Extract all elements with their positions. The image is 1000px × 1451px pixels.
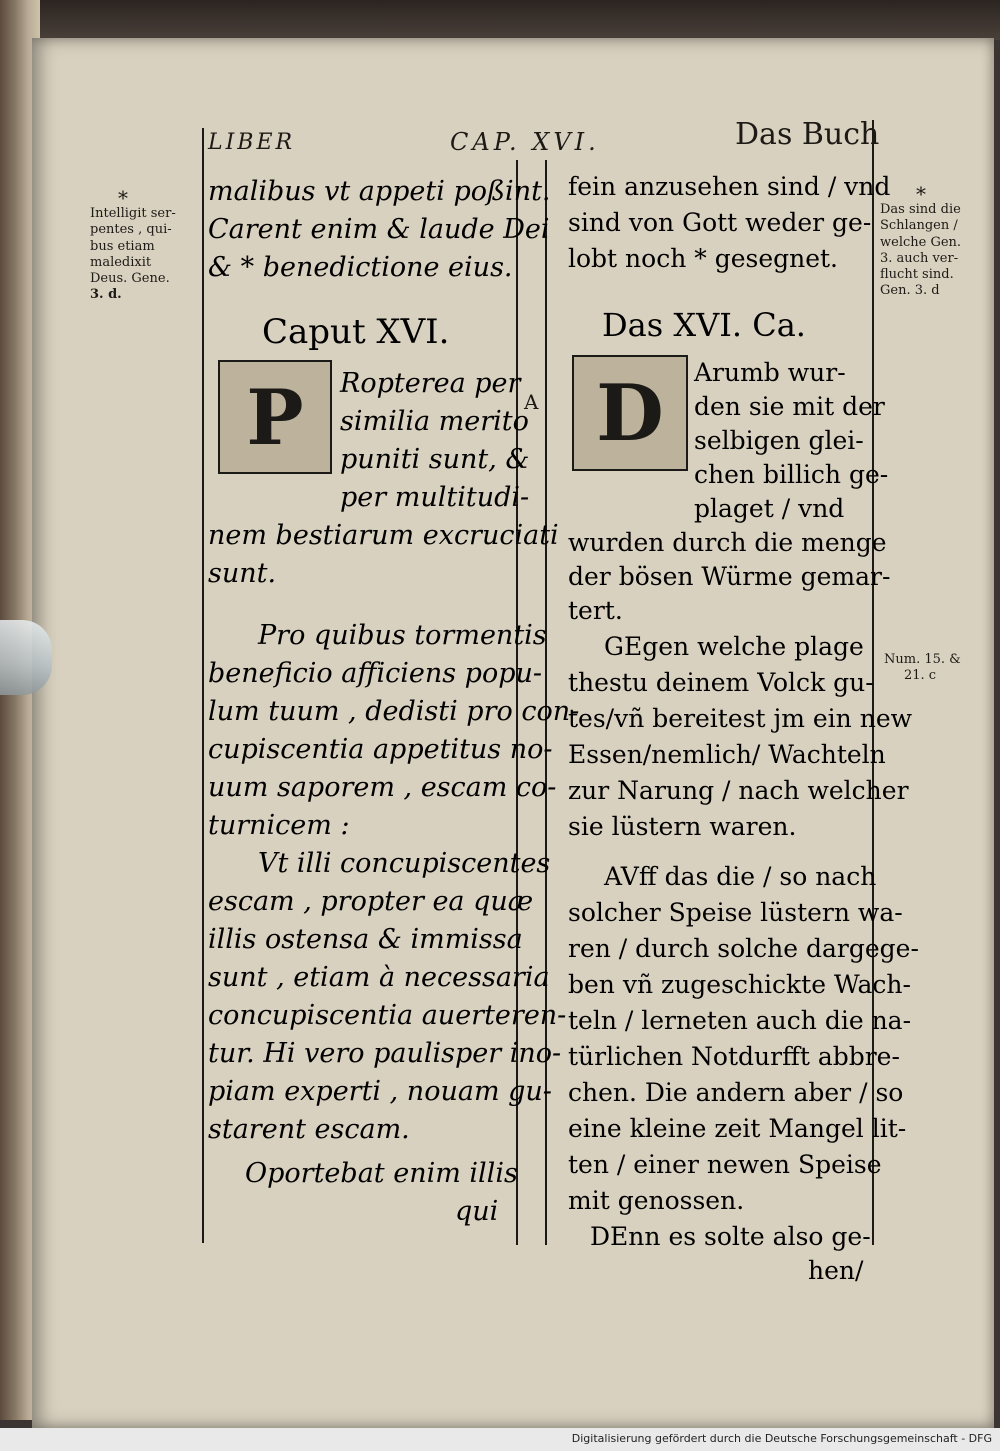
- latin-line: starent escam.: [208, 1114, 410, 1145]
- margin-line: Num. 15. &: [884, 652, 961, 667]
- german-line: ren / durch solche dargege-: [568, 934, 919, 963]
- margin-line: 3. d.: [90, 287, 122, 303]
- margin-line: 3. auch ver-: [880, 250, 959, 266]
- german-catchword: hen/: [808, 1256, 864, 1285]
- margin-line: maledixit: [90, 254, 152, 270]
- margin-note-left: [90, 186, 200, 304]
- rule-left-outer: [202, 128, 204, 1243]
- margin-line: Gen. 3. d: [880, 283, 940, 299]
- german-line: tes/vñ bereitest jm ein new: [568, 704, 913, 733]
- section-marker: A: [524, 390, 539, 414]
- german-initial-d: [572, 355, 688, 471]
- german-line: mit genossen.: [568, 1186, 745, 1215]
- margin-line: bus etiam: [90, 238, 155, 254]
- latin-chapter-title: Caput XVI.: [262, 312, 450, 352]
- german-line: zur Narung / nach welcher: [568, 776, 909, 805]
- german-line: chen. Die andern aber / so: [568, 1078, 904, 1107]
- margin-asterisk: *: [916, 182, 926, 206]
- page-clip: [0, 620, 52, 695]
- german-line: thestu deinem Volck gu-: [568, 668, 874, 697]
- german-chapter-title: Das XVI. Ca.: [602, 306, 806, 344]
- german-line: AVff das die / so nach: [604, 862, 877, 891]
- german-line: Essen/nemlich/ Wachteln: [568, 740, 886, 769]
- german-line: der bösen Würme gemar-: [568, 562, 891, 591]
- latin-line: Vt illi concupiscentes: [258, 848, 551, 879]
- margin-line: 21. c: [904, 668, 937, 684]
- latin-line: escam , propter ea quæ: [208, 886, 534, 917]
- latin-line: sunt.: [208, 558, 277, 589]
- latin-line: concupiscentia auerteren-: [208, 1000, 567, 1031]
- latin-line: piam experti , nouam gu-: [208, 1076, 552, 1107]
- scan-top-edge: [0, 0, 1000, 40]
- german-line: den sie mit der: [694, 392, 885, 421]
- latin-line: Ropterea per: [340, 368, 521, 399]
- latin-line: Carent enim & laude Dei: [208, 214, 550, 245]
- latin-line: malibus vt appeti poßint.: [208, 176, 551, 207]
- margin-asterisk: *: [118, 186, 128, 210]
- german-line: GEgen welche plage: [604, 632, 864, 661]
- header-left: LIBER: [208, 130, 296, 155]
- latin-line: similia merito: [340, 406, 529, 437]
- margin-line: Schlangen /: [880, 218, 958, 234]
- german-line: sind von Gott weder ge-: [568, 208, 872, 237]
- latin-line: lum tuum , dedisti pro con-: [208, 696, 580, 727]
- german-line: türlichen Notdurfft abbre-: [568, 1042, 900, 1071]
- latin-line: puniti sunt, &: [340, 444, 530, 475]
- latin-catchword: qui: [455, 1196, 499, 1227]
- german-line: plaget / vnd: [694, 494, 845, 523]
- latin-line: Oportebat enim illis: [245, 1158, 518, 1189]
- latin-line: uum saporem , escam co-: [208, 772, 557, 803]
- german-line: chen billich ge-: [694, 460, 889, 489]
- german-line: ben vñ zugeschickte Wach-: [568, 970, 911, 999]
- latin-line: beneficio afficiens popu-: [208, 658, 542, 689]
- german-line: ten / einer newen Speise: [568, 1150, 882, 1179]
- margin-line: Intelligit ser-: [90, 206, 176, 221]
- footer-bar: [0, 1428, 1000, 1451]
- latin-line: turnicem :: [208, 810, 350, 841]
- initial-letter: D: [596, 367, 664, 459]
- footer-credit: Digitalisierung gefördert durch die Deutsche Forschungsgemeinschaft - DFG: [571, 1432, 992, 1445]
- latin-line: per multitudi-: [340, 482, 530, 513]
- latin-line: illis ostensa & immissa: [208, 924, 523, 955]
- german-line: solcher Speise lüstern wa-: [568, 898, 903, 927]
- header-right: Das Buch: [735, 117, 880, 152]
- german-line: DEnn es solte also ge-: [590, 1222, 871, 1251]
- latin-line: cupiscentia appetitus no-: [208, 734, 553, 765]
- initial-letter: P: [246, 372, 304, 462]
- margin-line: flucht sind.: [880, 267, 954, 282]
- latin-line: tur. Hi vero paulisper ino-: [208, 1038, 562, 1069]
- german-line: sie lüstern waren.: [568, 812, 797, 841]
- german-line: lobt noch * gesegnet.: [568, 244, 839, 273]
- latin-line: & * benedictione eius.: [208, 252, 513, 283]
- german-line: Arumb wur-: [694, 358, 846, 387]
- german-line: fein anzusehen sind / vnd: [568, 172, 891, 201]
- latin-line: nem bestiarum excruciati: [208, 520, 559, 551]
- header-center: CAP. XVI.: [450, 128, 600, 156]
- margin-ref-right: [884, 652, 994, 685]
- german-line: eine kleine zeit Mangel lit-: [568, 1114, 907, 1143]
- german-line: tert.: [568, 596, 623, 625]
- german-line: wurden durch die menge: [568, 528, 887, 557]
- margin-line: Das sind die: [880, 202, 961, 217]
- german-line: selbigen glei-: [694, 426, 864, 455]
- latin-initial-p: [218, 360, 332, 474]
- latin-line: sunt , etiam à necessaria: [208, 962, 550, 993]
- german-line: teln / lerneten auch die na-: [568, 1006, 912, 1035]
- margin-line: Deus. Gene.: [90, 271, 170, 286]
- margin-line: pentes , qui-: [90, 222, 172, 238]
- margin-line: welche Gen.: [880, 234, 962, 250]
- latin-line: Pro quibus tormentis: [258, 620, 547, 651]
- margin-note-right: [880, 182, 992, 300]
